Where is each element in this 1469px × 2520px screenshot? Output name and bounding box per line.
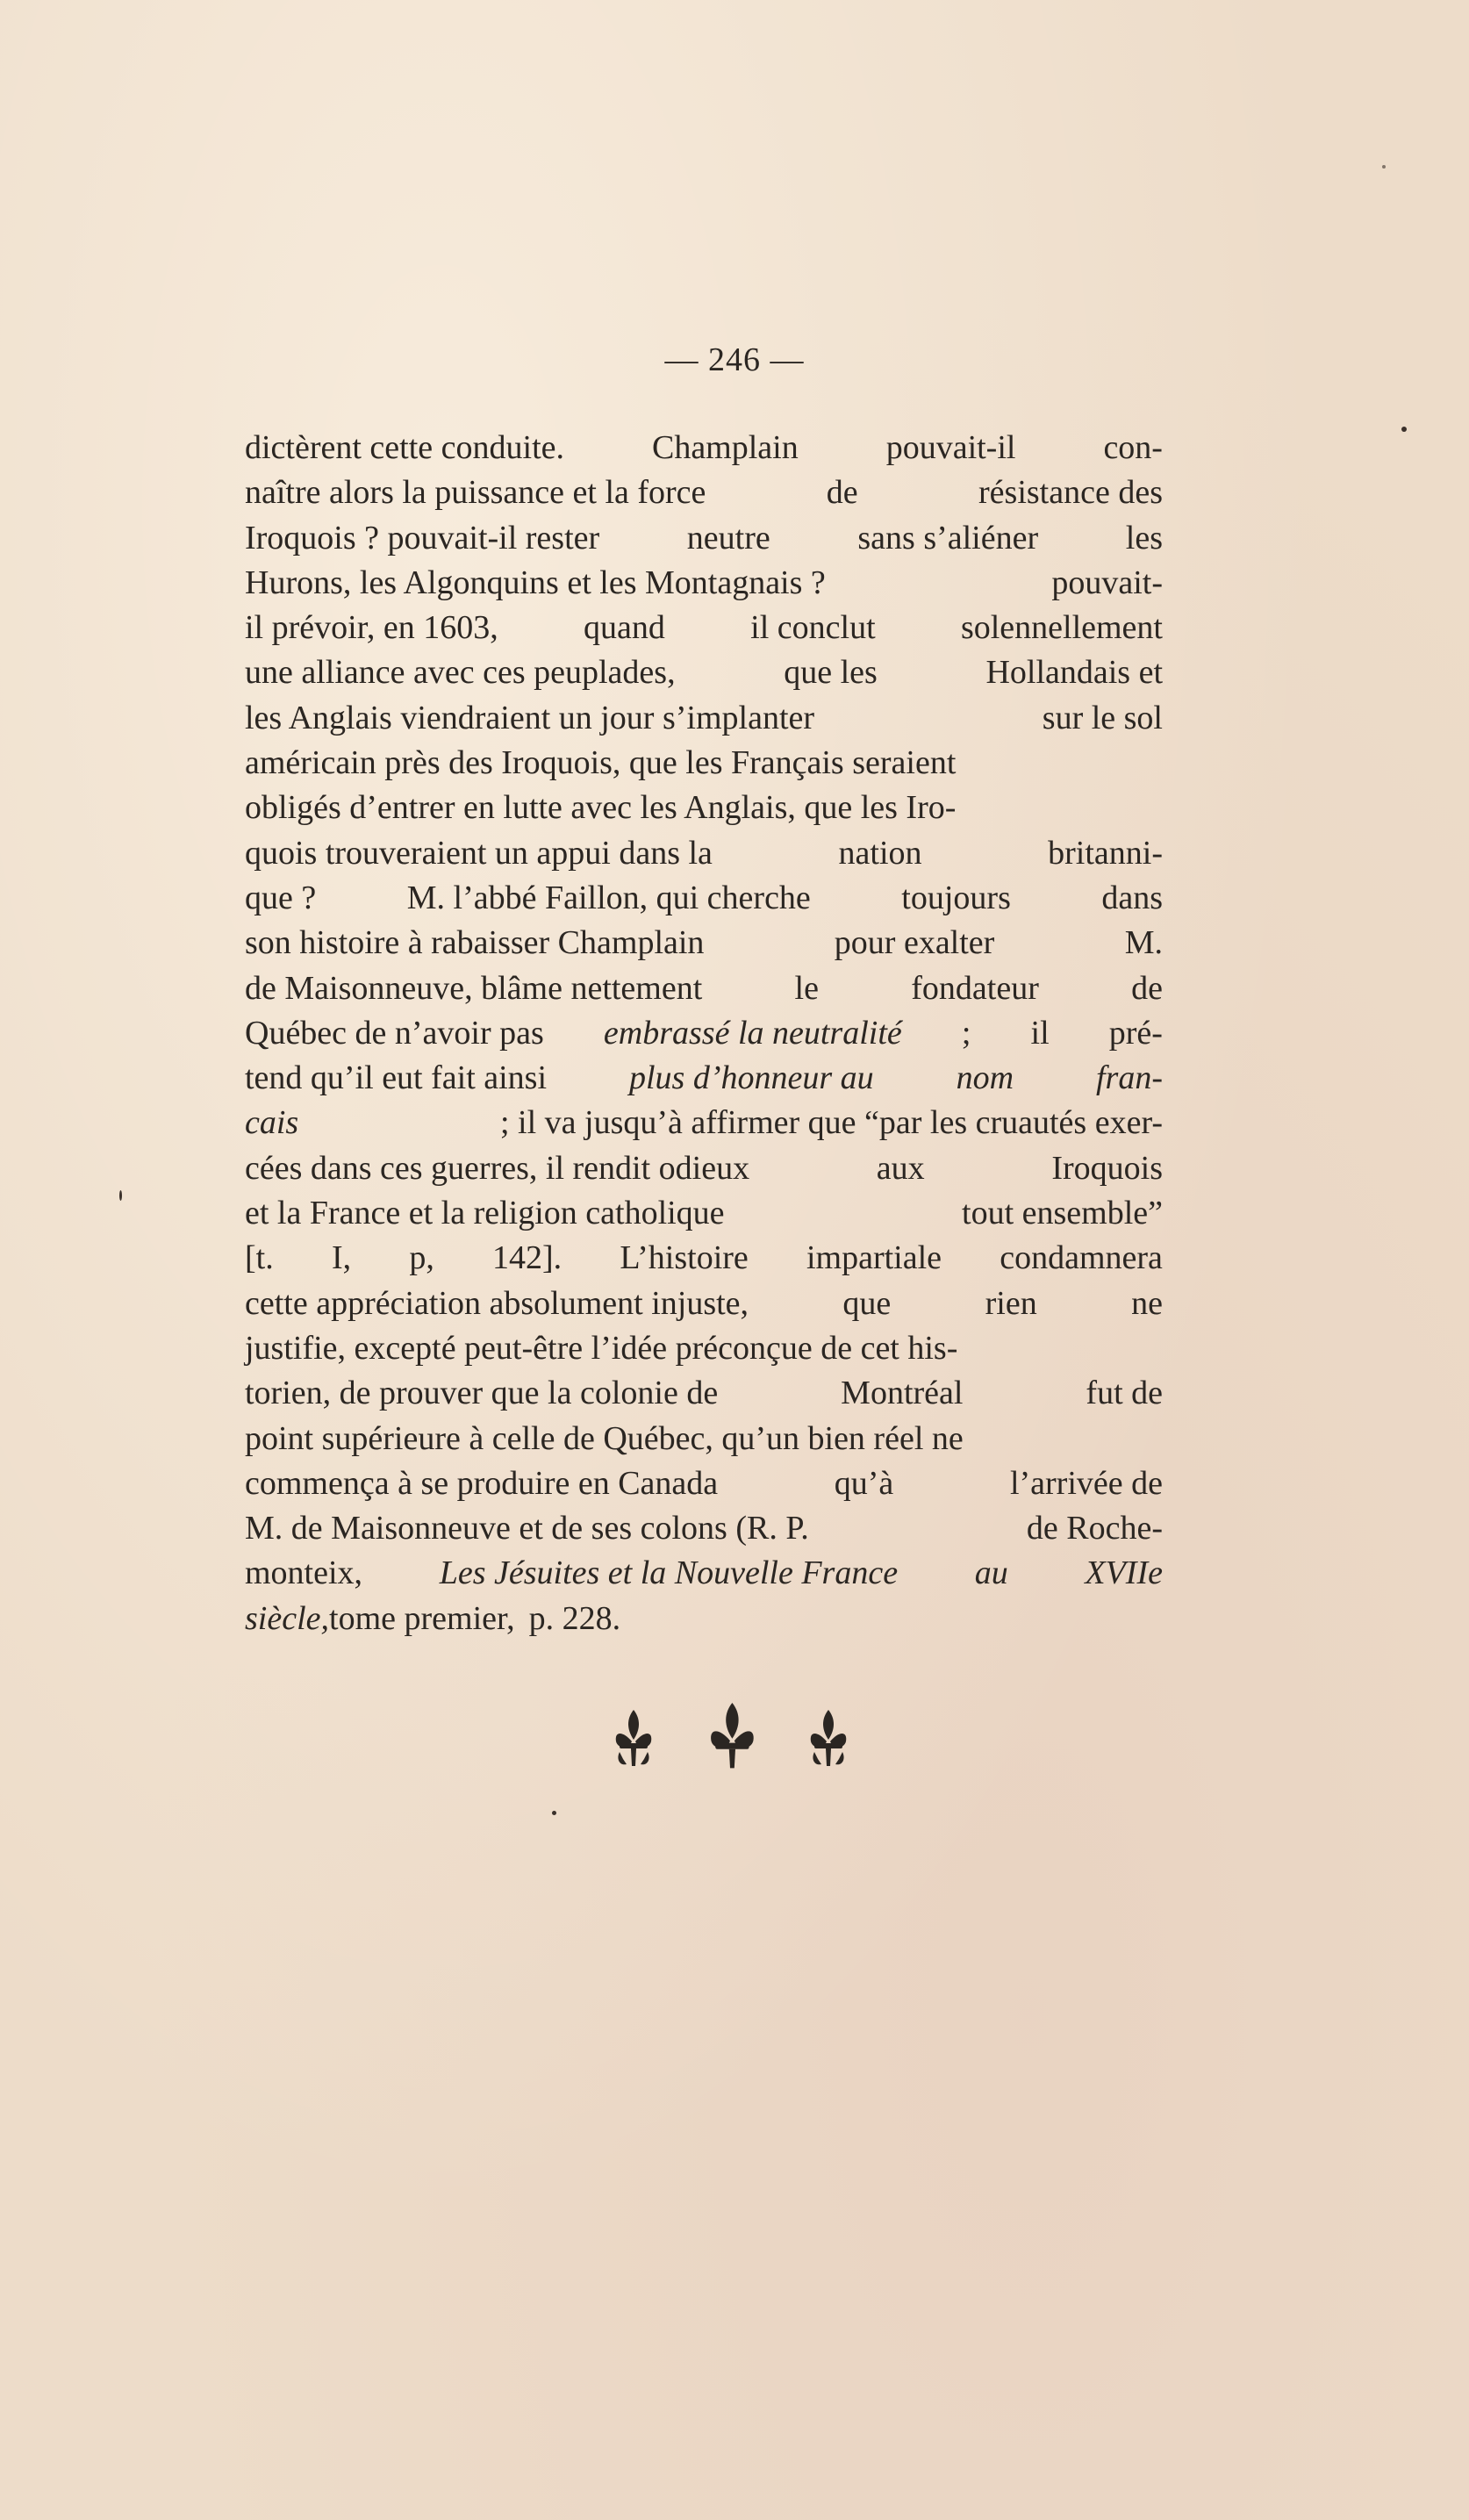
text-segment: son histoire à rabaisser Champlain: [245, 924, 705, 962]
text-segment: l’arrivée de: [1009, 1464, 1163, 1502]
text-segment: Iroquois: [1051, 1149, 1163, 1187]
text-segment: sur le sol: [1042, 699, 1163, 736]
text-segment: dictèrent cette conduite.: [245, 429, 564, 466]
text-line: [245, 1597, 1163, 1641]
text-line: [245, 426, 1163, 470]
text-line: [245, 921, 1163, 966]
text-line: [245, 831, 1163, 876]
text-segment: sans s’aliéner: [857, 519, 1039, 556]
text-segment: justifie, excepté peut-être l’idée préconçue de cet his-: [245, 1329, 958, 1367]
text-segment: M. de Maisonneuve et de ses colons (R. P.: [245, 1510, 809, 1547]
text-segment: impartiale: [806, 1239, 942, 1277]
text-segment: Champlain: [651, 429, 799, 466]
text-segment: dans: [1101, 879, 1163, 916]
text-segment: nation: [838, 834, 922, 872]
text-segment: tome premier,: [329, 1599, 515, 1637]
text-line: [245, 1371, 1163, 1416]
text-line: [245, 1191, 1163, 1236]
text-segment: que: [842, 1284, 892, 1322]
text-segment: fut de: [1086, 1375, 1163, 1412]
text-segment: ne: [1131, 1284, 1163, 1322]
italic-text: cais: [245, 1104, 299, 1142]
text-line: [245, 1417, 1163, 1461]
text-segment: de Maisonneuve, blâme nettement: [245, 969, 703, 1007]
text-segment: le: [794, 969, 819, 1007]
text-segment: il conclut: [750, 609, 876, 647]
italic-text: fran-: [1096, 1059, 1163, 1097]
text-segment: britanni-: [1048, 834, 1163, 872]
text-line: [245, 1506, 1163, 1551]
text-segment: les: [1125, 519, 1163, 556]
text-line: [245, 741, 1163, 786]
text-segment: neutre: [686, 519, 770, 556]
text-line: [245, 966, 1163, 1011]
text-segment: ; il va jusqu’à affirmer que “par les cruautés exer-: [499, 1104, 1163, 1142]
fleur-de-lis-ornament-icon: [590, 1703, 879, 1773]
text-segment: condamnera: [1000, 1239, 1163, 1277]
text-segment: aux: [876, 1149, 925, 1187]
body-text: [245, 426, 1163, 1641]
italic-text: embrassé la neutralité: [603, 1014, 902, 1052]
text-segment: solennellement: [960, 609, 1163, 647]
text-segment: naître alors la puissance et la force: [245, 474, 706, 512]
text-segment: Hollandais et: [985, 654, 1163, 692]
text-segment: pré-: [1108, 1014, 1163, 1052]
text-segment: torien, de prouver que la colonie de: [245, 1375, 719, 1412]
text-segment: cette appréciation absolument injuste,: [245, 1284, 749, 1322]
text-segment: pour exalter: [834, 924, 995, 962]
text-segment: commença à se produire en Canada: [245, 1464, 719, 1502]
italic-text: nom: [956, 1059, 1014, 1097]
text-segment: de: [826, 474, 858, 512]
text-segment: M. l’abbé Faillon, qui cherche: [406, 879, 811, 916]
text-segment: il: [1030, 1014, 1050, 1052]
italic-text: au: [974, 1554, 1008, 1592]
text-segment: pouvait-il: [885, 429, 1016, 466]
text-segment: point supérieure à celle de Québec, qu’un bien réel ne: [245, 1419, 964, 1457]
text-segment: p. 228.: [528, 1599, 621, 1637]
text-line: [245, 1326, 1163, 1371]
text-segment: L’histoire: [620, 1239, 749, 1277]
ink-speck: [119, 1190, 122, 1201]
text-segment: quois trouveraient un appui dans la: [245, 834, 713, 872]
text-segment: tout ensemble”: [962, 1195, 1163, 1232]
text-segment: et la France et la religion catholique: [245, 1195, 725, 1232]
page-number: — 246 —: [664, 341, 805, 378]
text-line: [245, 1056, 1163, 1101]
text-segment: il prévoir, en 1603,: [245, 609, 498, 647]
text-line: [245, 1101, 1163, 1145]
text-segment: pouvait-: [1051, 564, 1163, 601]
italic-text: XVIIe: [1085, 1554, 1163, 1592]
text-line: [245, 470, 1163, 515]
text-line: [245, 650, 1163, 695]
text-segment: 142].: [492, 1239, 563, 1277]
ink-speck: [1401, 427, 1407, 432]
text-line: [245, 1461, 1163, 1506]
text-segment: tend qu’il eut fait ainsi: [245, 1059, 548, 1097]
text-line: [245, 1282, 1163, 1326]
text-segment: Montréal: [841, 1375, 964, 1412]
text-segment: une alliance avec ces peuplades,: [245, 654, 676, 692]
text-segment: Iroquois ? pouvait-il rester: [245, 519, 600, 556]
text-line: [245, 1011, 1163, 1056]
text-segment: ;: [961, 1014, 971, 1052]
text-segment: p,: [409, 1239, 434, 1277]
text-segment: de: [1131, 969, 1163, 1007]
text-segment: qu’à: [834, 1464, 894, 1502]
text-segment: que ?: [245, 879, 317, 916]
text-segment: cées dans ces guerres, il rendit odieux: [245, 1149, 750, 1187]
text-line: [245, 696, 1163, 741]
italic-text: plus d’honneur au: [628, 1059, 874, 1097]
text-segment: obligés d’entrer en lutte avec les Anglais, que les Iro-: [245, 789, 957, 827]
italic-text: siècle,: [245, 1599, 330, 1637]
italic-text: Les Jésuites et la Nouvelle France: [439, 1554, 899, 1592]
text-segment: résistance des: [978, 474, 1163, 512]
text-segment: américain près des Iroquois, que les Français seraient: [245, 744, 957, 782]
ink-speck: [1382, 165, 1386, 169]
text-segment: les Anglais viendraient un jour s’implanter: [245, 699, 815, 736]
text-line: [245, 876, 1163, 921]
text-line: [245, 1236, 1163, 1281]
text-line: [245, 516, 1163, 561]
ink-speck: [552, 1811, 556, 1815]
text-segment: [t.: [245, 1239, 274, 1277]
text-segment: Québec de n’avoir pas: [245, 1014, 544, 1052]
text-segment: Hurons, les Algonquins et les Montagnais ?: [245, 564, 826, 601]
text-segment: fondateur: [911, 969, 1039, 1007]
text-segment: M.: [1124, 924, 1163, 962]
text-line: [245, 1551, 1163, 1596]
text-line: [245, 1146, 1163, 1191]
text-segment: I,: [331, 1239, 352, 1277]
text-segment: rien: [985, 1284, 1037, 1322]
text-segment: con-: [1103, 429, 1163, 466]
text-segment: de Roche-: [1026, 1510, 1163, 1547]
text-segment: toujours: [901, 879, 1011, 916]
text-segment: monteix,: [245, 1554, 363, 1592]
text-line: [245, 606, 1163, 650]
text-line: [245, 786, 1163, 830]
text-line: [245, 561, 1163, 606]
text-segment: que les: [784, 654, 878, 692]
text-segment: quand: [584, 609, 665, 647]
